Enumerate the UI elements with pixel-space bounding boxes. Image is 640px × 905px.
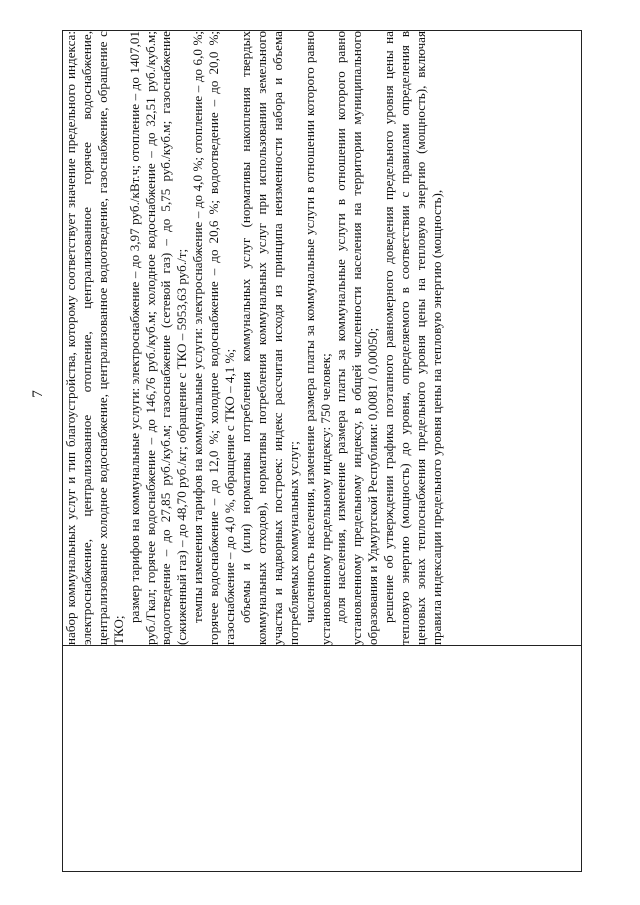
rotated-table-container	[62, 30, 582, 872]
page-number: 7	[30, 390, 46, 398]
table-cell-text	[63, 31, 582, 646]
paragraph-utilities-set: набор коммунальных услуг и тип благоустройства, которому соответствует значение предельного индекса: электроснабжение, централизованное отопление, централизованное горячее водоснабжение, централизованное холодное водоснабжение, централизованное водоотведение, газоснабжение, обращение с ТКО;	[63, 31, 126, 645]
document-table	[62, 30, 582, 872]
table-row	[63, 31, 582, 872]
paragraph-tariff-sizes: размер тарифов на коммунальные услуги: электроснабжение – до 3,97 руб./кВт.ч; отопление – до 1407,01 руб./Гкал; горячее водоснабжение – до 146,76 руб./куб.м; холодное водоснабжение – до 32,51 руб./куб.м; водоотведение – до 27,85 руб./куб.м; газоснабжение (сетевой газ) – до 5,75 руб./куб.м; газоснабжение (сжиженный газ) – до 48,70 руб./кг; обращение с ТКО – 5953,63 руб./т;	[126, 31, 190, 645]
table-cell-empty	[63, 646, 582, 872]
paragraph-population-share: доля населения, изменение размера платы за коммунальные услуги в отношении которого равно установленному предельному индексу, в общей численности населения на территории муниципального образования и Удмуртской Республики: 0,0081 / 0,00050;	[333, 31, 381, 645]
paragraph-population-count: численность населения, изменение размера платы за коммунальные услуги в отношении которого равно установленному предельному индексу: 750 человек;	[301, 31, 333, 645]
paragraph-tariff-rates: темпы изменения тарифов на коммунальные услуги: электроснабжение – до 4,0 %; отопление – до 6,0 %; горячее водоснабжение – до 12,0 %; холодное водоснабжение – до 20,6 %; водоотведение – до 20,0 %; газоснабжение – до 4,0 %, обращение с ТКО – 4,1 %;	[190, 31, 238, 645]
paragraph-consumption-norms: объемы и (или) нормативы потребления коммунальных услуг (нормативы накопления твердых коммунальных отходов), нормативы потребления коммунальных услуг при использовании земельного участка и надворных построек: индекс рассчитан исходя из принципа неизменности набора и объема потребляемых коммунальных услуг;	[237, 31, 301, 645]
paragraph-price-schedule: решение об утверждении графика поэтапного равномерного доведения предельного уровня цены на тепловую энергию (мощность) до уровня, определяемого в соответствии с правилами определения в ценовых зонах теплоснабжения предельного уровня цены на тепловую энергию (мощность), включая правила индексации предельного уровня цены на тепловую энергию (мощность),	[381, 31, 444, 645]
